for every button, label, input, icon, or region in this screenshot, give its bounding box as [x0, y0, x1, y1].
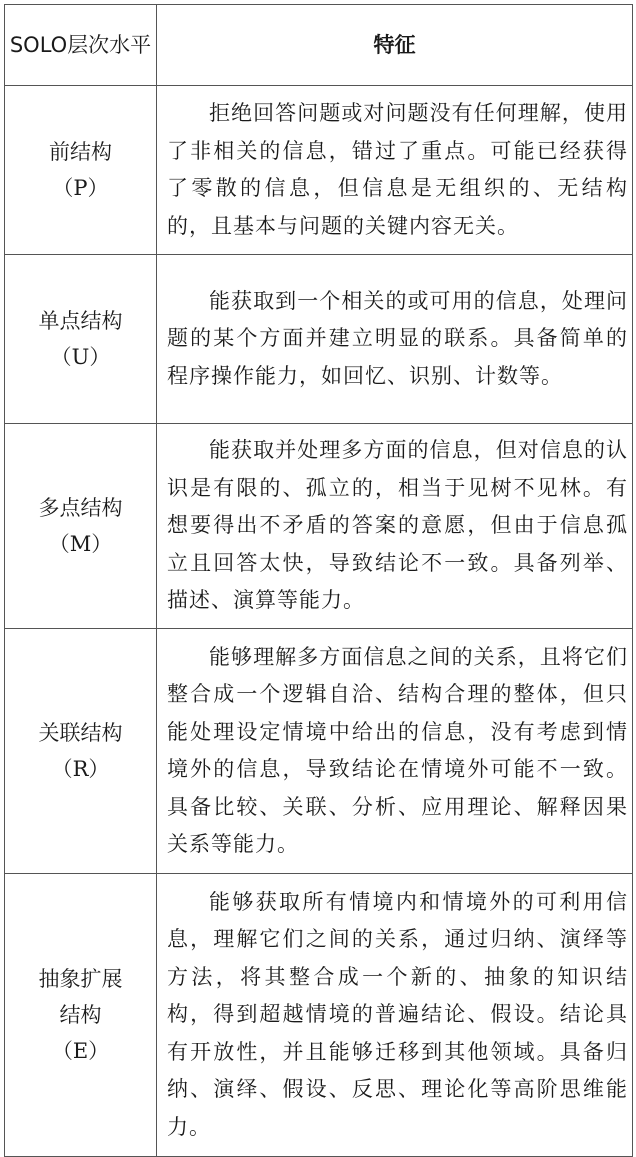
- level-cell-relational: [5, 629, 157, 874]
- level-code: （U）: [50, 345, 111, 369]
- header-feature-cell: 特征: [157, 5, 633, 86]
- header-level-cell: SOLO层次水平: [5, 5, 157, 86]
- feature-cell: 能够获取所有情境内和情境外的可利用信息，理解它们之间的关系，通过归纳、演绎等方法，将其整合成一个新的、抽象的知识结构，得到超越情境的普遍结论、假设。结论具有开放性，并且能够迁移到其他领域。具备归纳、演绎、假设、反思、理论化等高阶思维能力。: [157, 874, 633, 1157]
- level-name: 关联结构: [38, 721, 123, 745]
- level-code: （E）: [51, 1039, 110, 1063]
- feature-cell: 拒绝回答问题或对问题没有任何理解，使用了非相关的信息，错过了重点。可能已经获得了零散的信息，但信息是无组织的、无结构的，且基本与问题的关键内容无关。: [157, 86, 633, 255]
- level-cell-unistructural: [5, 255, 157, 424]
- level-name: 前结构: [49, 140, 112, 164]
- level-code: （M）: [48, 532, 113, 556]
- level-name: 多点结构: [38, 496, 123, 520]
- level-cell-multistructural: [5, 424, 157, 629]
- feature-cell: 能够理解多方面信息之间的关系，且将它们整合成一个逻辑自洽、结构合理的整体，但只能处理设定情境中给出的信息，没有考虑到情境外的信息，导致结论在情境外可能不一致。具备比较、关联、分析、应用理论、解释因果关系等能力。: [157, 629, 633, 874]
- level-name: 抽象扩展: [38, 967, 123, 991]
- level-code: （R）: [51, 757, 110, 781]
- table-row: [5, 255, 633, 424]
- level-cell-prestructural: [5, 86, 157, 255]
- solo-levels-table: [4, 4, 633, 1157]
- level-name-cont: 结构: [59, 1003, 102, 1027]
- level-name: 单点结构: [38, 309, 123, 333]
- table-row: [5, 874, 633, 1157]
- table-row: [5, 629, 633, 874]
- feature-cell: 能获取并处理多方面的信息，但对信息的认识是有限的、孤立的，相当于见树不见林。有想要得出不矛盾的答案的意愿，但由于信息孤立且回答太快，导致结论不一致。具备列举、描述、演算等能力。: [157, 424, 633, 629]
- level-code: （P）: [52, 176, 109, 200]
- feature-cell: 能获取到一个相关的或可用的信息，处理问题的某个方面并建立明显的联系。具备简单的程序操作能力，如回忆、识别、计数等。: [157, 255, 633, 424]
- table-header-row: [5, 5, 633, 86]
- level-cell-extended-abstract: [5, 874, 157, 1157]
- table-row: [5, 86, 633, 255]
- table-row: [5, 424, 633, 629]
